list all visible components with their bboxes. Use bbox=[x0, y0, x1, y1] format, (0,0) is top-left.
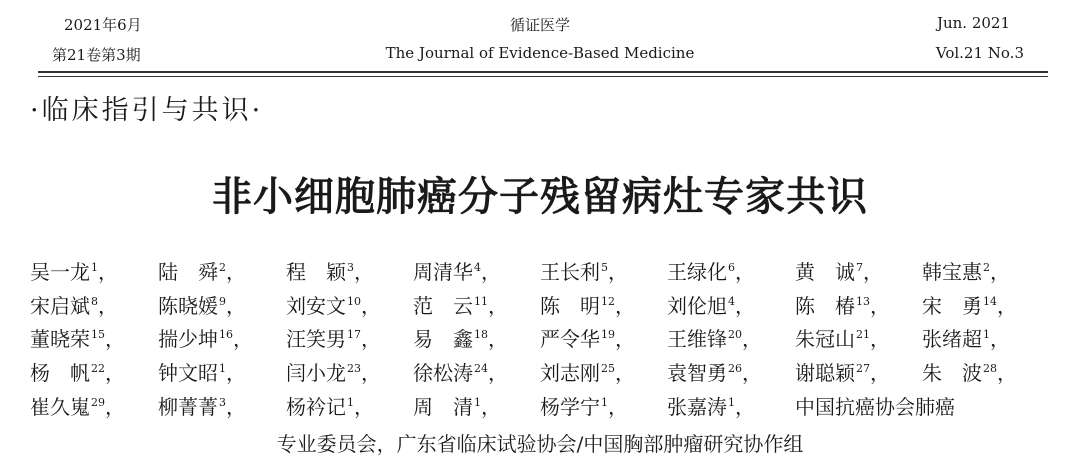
issue-date: 2021年6月 bbox=[64, 16, 142, 34]
affiliation-number: 5 bbox=[601, 261, 608, 275]
author-name-text: 袁智勇 bbox=[667, 361, 727, 385]
author-name bbox=[30, 290, 118, 319]
author-name bbox=[922, 256, 1010, 285]
author-name-text: 谢聪颖 bbox=[795, 361, 855, 385]
affiliation-number: 1 bbox=[91, 261, 98, 275]
author-name bbox=[413, 357, 508, 386]
separator: ， bbox=[105, 327, 125, 351]
affiliation-number: 1 bbox=[219, 362, 226, 376]
separator: ， bbox=[105, 395, 125, 419]
volume-issue-en: Vol.21 No.3 bbox=[935, 44, 1024, 62]
author-name bbox=[667, 256, 755, 285]
separator: ， bbox=[997, 361, 1017, 385]
author-name-text: 朱冠山 bbox=[795, 327, 855, 351]
affiliation-number: 3 bbox=[347, 261, 354, 275]
separator: ， bbox=[105, 361, 125, 385]
separator: ， bbox=[735, 294, 755, 318]
separator: ， bbox=[608, 260, 628, 284]
author-name bbox=[413, 256, 501, 285]
separator: ， bbox=[226, 361, 246, 385]
affiliation-number: 1 bbox=[474, 396, 481, 410]
author-name bbox=[30, 357, 125, 386]
separator: ， bbox=[990, 327, 1010, 351]
affiliation-number: 21 bbox=[856, 328, 870, 342]
author-name bbox=[667, 290, 755, 319]
author-name-text: 严令华 bbox=[540, 327, 600, 351]
affiliation-number: 2 bbox=[983, 261, 990, 275]
author-name-text: 范 云 bbox=[413, 294, 473, 318]
separator: ， bbox=[870, 294, 890, 318]
affiliation-number: 6 bbox=[728, 261, 735, 275]
separator: ， bbox=[354, 395, 374, 419]
author-name bbox=[413, 391, 501, 420]
author-name-text: 刘伦旭 bbox=[667, 294, 727, 318]
author-name-text: 揣少坤 bbox=[158, 327, 218, 351]
affiliation-number: 1 bbox=[728, 396, 735, 410]
separator: ， bbox=[98, 260, 118, 284]
affiliation-number: 15 bbox=[91, 328, 105, 342]
affiliation-number: 13 bbox=[856, 295, 870, 309]
author-name-text: 陈 明 bbox=[540, 294, 600, 318]
separator: ， bbox=[870, 327, 890, 351]
author-name bbox=[286, 323, 381, 352]
separator: ， bbox=[735, 260, 755, 284]
affiliation-number: 20 bbox=[728, 328, 742, 342]
affiliation-number: 27 bbox=[856, 362, 870, 376]
separator: ， bbox=[615, 294, 635, 318]
author-name bbox=[667, 323, 762, 352]
separator: ， bbox=[997, 294, 1017, 318]
author-name-text: 杨衿记 bbox=[286, 395, 346, 419]
author-name-text: 刘安文 bbox=[286, 294, 346, 318]
separator: ， bbox=[98, 294, 118, 318]
author-name bbox=[30, 391, 125, 420]
separator: ， bbox=[870, 361, 890, 385]
separator: ， bbox=[354, 260, 374, 284]
author-name bbox=[286, 357, 381, 386]
separator: ， bbox=[488, 361, 508, 385]
affiliation-number: 28 bbox=[983, 362, 997, 376]
author-name-text: 汪笑男 bbox=[286, 327, 346, 351]
author-name bbox=[667, 357, 762, 386]
separator: ， bbox=[742, 361, 762, 385]
author-name bbox=[540, 290, 635, 319]
affiliation-number: 7 bbox=[856, 261, 863, 275]
separator: ， bbox=[990, 260, 1010, 284]
author-name-text: 陈晓媛 bbox=[158, 294, 218, 318]
separator: ， bbox=[488, 327, 508, 351]
article-title: 非小细胞肺癌分子残留病灶专家共识 bbox=[212, 174, 868, 220]
author-name-text: 吴一龙 bbox=[30, 260, 90, 284]
author-name-text: 柳菁菁 bbox=[158, 395, 218, 419]
header-rule-thick bbox=[38, 71, 1048, 73]
author-name bbox=[922, 357, 1017, 386]
separator: ， bbox=[361, 294, 381, 318]
separator: ， bbox=[742, 327, 762, 351]
author-name bbox=[286, 256, 374, 285]
author-name bbox=[795, 290, 890, 319]
author-name bbox=[158, 357, 246, 386]
author-name-text: 张绪超 bbox=[922, 327, 982, 351]
affiliation-number: 17 bbox=[347, 328, 361, 342]
author-name-text: 周 清 bbox=[413, 395, 473, 419]
author-name-text: 刘志刚 bbox=[540, 361, 600, 385]
author-name-text: 杨学宁 bbox=[540, 395, 600, 419]
separator: ， bbox=[863, 260, 883, 284]
author-name-text: 闫小龙 bbox=[286, 361, 346, 385]
journal-name-cn: 循证医学 bbox=[509, 16, 570, 34]
author-name bbox=[286, 391, 374, 420]
organization-line: 专业委员会，广东省临床试验协会/中国胸部肿瘤研究协作组 bbox=[276, 432, 804, 456]
affiliation-number: 24 bbox=[474, 362, 488, 376]
author-name bbox=[540, 357, 635, 386]
affiliation-number: 26 bbox=[728, 362, 742, 376]
author-name-text: 杨 帆 bbox=[30, 361, 90, 385]
author-name-text: 周清华 bbox=[413, 260, 473, 284]
separator: ， bbox=[226, 260, 246, 284]
author-name-text: 韩宝惠 bbox=[922, 260, 982, 284]
author-name-text: 朱 波 bbox=[922, 361, 982, 385]
separator: ， bbox=[481, 395, 501, 419]
author-name bbox=[158, 290, 246, 319]
header-rule-thin bbox=[38, 76, 1048, 77]
affiliation-number: 4 bbox=[474, 261, 481, 275]
affiliation-number: 11 bbox=[474, 295, 488, 309]
affiliation-number: 16 bbox=[219, 328, 233, 342]
affiliation-number: 4 bbox=[728, 295, 735, 309]
author-name-text: 陆 舜 bbox=[158, 260, 218, 284]
separator: ， bbox=[226, 395, 246, 419]
separator: ， bbox=[361, 327, 381, 351]
author-name bbox=[795, 323, 890, 352]
author-name bbox=[922, 323, 1010, 352]
author-name-text: 程 颖 bbox=[286, 260, 346, 284]
affiliation-number: 1 bbox=[347, 396, 354, 410]
author-name bbox=[540, 391, 628, 420]
separator: ， bbox=[488, 294, 508, 318]
affiliation-number: 23 bbox=[347, 362, 361, 376]
author-name-text: 董晓荣 bbox=[30, 327, 90, 351]
author-name-text: 宋启斌 bbox=[30, 294, 90, 318]
separator: ， bbox=[615, 361, 635, 385]
author-name bbox=[286, 290, 381, 319]
author-name-text: 易 鑫 bbox=[413, 327, 473, 351]
affiliation-number: 10 bbox=[347, 295, 361, 309]
author-name-text: 钟文昭 bbox=[158, 361, 218, 385]
author-name-text: 王维锋 bbox=[667, 327, 727, 351]
organization-name: 中国抗癌协会肺癌 bbox=[795, 395, 955, 419]
author-name bbox=[540, 323, 635, 352]
separator: ， bbox=[233, 327, 253, 351]
section-label: ·临床指引与共识· bbox=[30, 95, 264, 126]
affiliation-number: 12 bbox=[601, 295, 615, 309]
author-name-text: 王长利 bbox=[540, 260, 600, 284]
separator: ， bbox=[226, 294, 246, 318]
author-name-text: 陈 椿 bbox=[795, 294, 855, 318]
author-name bbox=[30, 323, 125, 352]
author-name-text: 崔久嵬 bbox=[30, 395, 90, 419]
separator: ， bbox=[361, 361, 381, 385]
author-name-text: 张嘉涛 bbox=[667, 395, 727, 419]
affiliation-number: 3 bbox=[219, 396, 226, 410]
author-name-text: 徐松涛 bbox=[413, 361, 473, 385]
affiliation-number: 29 bbox=[91, 396, 105, 410]
affiliation-number: 22 bbox=[91, 362, 105, 376]
author-name-text: 宋 勇 bbox=[922, 294, 982, 318]
author-name bbox=[540, 256, 628, 285]
separator: ， bbox=[615, 327, 635, 351]
author-name-text: 黄 诚 bbox=[795, 260, 855, 284]
separator: ， bbox=[608, 395, 628, 419]
separator: ， bbox=[735, 395, 755, 419]
author-name bbox=[158, 391, 246, 420]
author-name bbox=[667, 391, 755, 420]
affiliation-number: 2 bbox=[219, 261, 226, 275]
volume-issue-cn: 第21卷第3期 bbox=[52, 46, 141, 64]
affiliation-number: 8 bbox=[91, 295, 98, 309]
author-name bbox=[795, 256, 883, 285]
journal-name-en: The Journal of Evidence-Based Medicine bbox=[385, 44, 695, 62]
affiliation-number: 1 bbox=[601, 396, 608, 410]
affiliation-number: 9 bbox=[219, 295, 226, 309]
affiliation-number: 18 bbox=[474, 328, 488, 342]
issue-date-en: Jun. 2021 bbox=[936, 14, 1010, 32]
author-name bbox=[158, 323, 253, 352]
author-name bbox=[158, 256, 246, 285]
affiliation-number: 19 bbox=[601, 328, 615, 342]
separator: ， bbox=[481, 260, 501, 284]
author-name bbox=[413, 290, 508, 319]
author-name bbox=[922, 290, 1017, 319]
author-name bbox=[413, 323, 508, 352]
affiliation-number: 1 bbox=[983, 328, 990, 342]
author-name bbox=[795, 357, 890, 386]
author-name-text: 王绿化 bbox=[667, 260, 727, 284]
affiliation-number: 14 bbox=[983, 295, 997, 309]
author-name bbox=[30, 256, 118, 285]
affiliation-number: 25 bbox=[601, 362, 615, 376]
